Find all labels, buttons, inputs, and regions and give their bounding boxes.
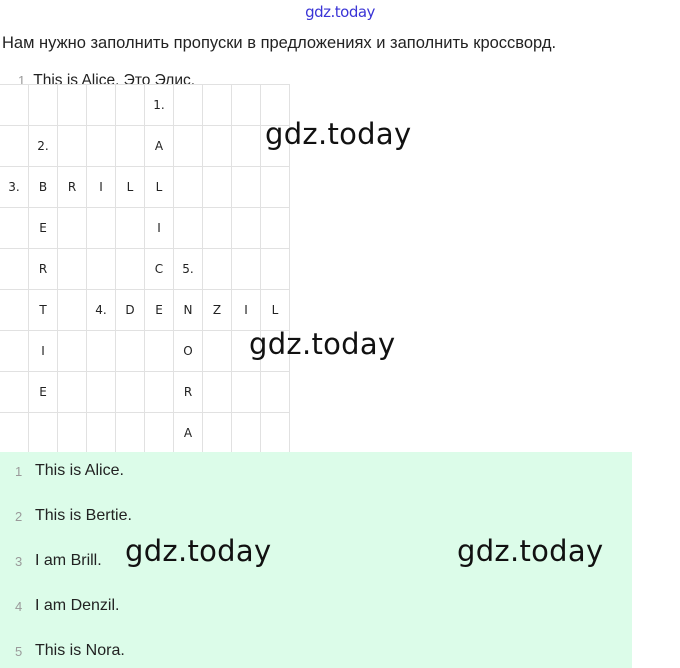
crossword-cell xyxy=(232,208,261,249)
crossword-cell xyxy=(261,167,290,208)
crossword-cell xyxy=(116,126,145,167)
crossword-cell xyxy=(58,372,87,413)
crossword-cell xyxy=(174,85,203,126)
crossword-cell xyxy=(0,85,29,126)
crossword-cell xyxy=(232,413,261,454)
crossword-cell: B xyxy=(29,167,58,208)
answer-number: 1 xyxy=(15,463,23,479)
crossword-cell xyxy=(232,85,261,126)
crossword-cell xyxy=(116,331,145,372)
crossword-cell: L xyxy=(116,167,145,208)
crossword-cell xyxy=(0,208,29,249)
crossword-cell xyxy=(232,126,261,167)
crossword-cell: 3. xyxy=(0,167,29,208)
crossword-cell: I xyxy=(232,290,261,331)
answer-text: I am Brill. xyxy=(35,552,102,569)
crossword-cell: E xyxy=(29,208,58,249)
crossword-cell xyxy=(116,249,145,290)
crossword-cell xyxy=(203,413,232,454)
answer-number: 5 xyxy=(15,643,23,659)
crossword-cell: R xyxy=(29,249,58,290)
crossword-cell: 1. xyxy=(145,85,174,126)
crossword-cell xyxy=(203,331,232,372)
crossword-row xyxy=(0,85,290,126)
crossword-cell xyxy=(116,372,145,413)
line-text: This is Alice. Это Элис. xyxy=(33,72,196,84)
crossword-cell xyxy=(145,331,174,372)
cut-off-answer-line xyxy=(18,70,195,84)
site-logo[interactable]: gdz.today xyxy=(305,3,375,21)
crossword-cell xyxy=(232,372,261,413)
crossword-cell xyxy=(261,208,290,249)
crossword-cell xyxy=(58,208,87,249)
crossword-row xyxy=(0,167,290,208)
crossword-cell: R xyxy=(174,372,203,413)
crossword-cell xyxy=(58,331,87,372)
crossword-cell xyxy=(145,372,174,413)
answer-item xyxy=(0,501,132,531)
crossword-cell xyxy=(87,413,116,454)
crossword-cell xyxy=(87,126,116,167)
crossword-cell xyxy=(0,413,29,454)
answer-item xyxy=(0,456,124,486)
crossword-cell: 2. xyxy=(29,126,58,167)
crossword-cell xyxy=(87,249,116,290)
crossword-cell xyxy=(203,249,232,290)
crossword-cell xyxy=(116,208,145,249)
crossword-grid xyxy=(0,84,290,454)
crossword-cell xyxy=(261,249,290,290)
answer-text: This is Nora. xyxy=(35,642,125,659)
crossword-cell: Z xyxy=(203,290,232,331)
crossword-cell xyxy=(29,413,58,454)
answer-text: This is Alice. xyxy=(35,462,124,479)
crossword-cell: D xyxy=(116,290,145,331)
crossword-cell: E xyxy=(145,290,174,331)
crossword-cell: I xyxy=(29,331,58,372)
crossword-cell xyxy=(261,413,290,454)
answer-text: This is Bertie. xyxy=(35,507,132,524)
crossword-row xyxy=(0,126,290,167)
crossword-cell xyxy=(174,167,203,208)
answer-text: I am Denzil. xyxy=(35,597,120,614)
answer-item xyxy=(0,636,125,666)
answer-number: 2 xyxy=(15,508,23,524)
crossword-cell: 5. xyxy=(174,249,203,290)
crossword-cell xyxy=(58,249,87,290)
crossword-cell: O xyxy=(174,331,203,372)
crossword-cell xyxy=(58,126,87,167)
crossword-row xyxy=(0,413,290,454)
crossword-cell: A xyxy=(145,126,174,167)
crossword-cell xyxy=(145,413,174,454)
watermark: gdz.today xyxy=(457,534,604,568)
crossword-cell xyxy=(203,167,232,208)
crossword-cell xyxy=(232,167,261,208)
crossword-cell: N xyxy=(174,290,203,331)
crossword-cell xyxy=(261,372,290,413)
crossword-cell xyxy=(58,290,87,331)
crossword-cell: C xyxy=(145,249,174,290)
watermark: gdz.today xyxy=(125,534,272,568)
crossword-cell xyxy=(0,331,29,372)
crossword-cell: E xyxy=(29,372,58,413)
crossword-row xyxy=(0,290,290,331)
crossword-cell: A xyxy=(174,413,203,454)
crossword-cell xyxy=(174,208,203,249)
answer-number: 3 xyxy=(15,553,23,569)
watermark: gdz.today xyxy=(265,117,412,151)
task-description: Нам нужно заполнить пропуски в предложениях и заполнить кроссворд. xyxy=(2,34,557,52)
crossword-cell xyxy=(0,290,29,331)
crossword-cell: 4. xyxy=(87,290,116,331)
answer-item xyxy=(0,591,119,621)
crossword-cell xyxy=(174,126,203,167)
crossword-cell xyxy=(87,372,116,413)
crossword-cell xyxy=(203,126,232,167)
crossword-cell: R xyxy=(58,167,87,208)
watermark: gdz.today xyxy=(249,327,396,361)
crossword-cell xyxy=(0,249,29,290)
crossword-cell xyxy=(29,85,58,126)
crossword-cell xyxy=(87,85,116,126)
answer-item xyxy=(0,546,102,576)
crossword-cell xyxy=(87,208,116,249)
crossword-cell: T xyxy=(29,290,58,331)
answer-number: 4 xyxy=(15,598,23,614)
crossword-cell xyxy=(0,372,29,413)
crossword-cell xyxy=(203,372,232,413)
crossword-cell xyxy=(58,413,87,454)
crossword-cell: I xyxy=(145,208,174,249)
crossword-cell xyxy=(116,413,145,454)
crossword-cell: L xyxy=(145,167,174,208)
crossword-row xyxy=(0,249,290,290)
crossword-cell xyxy=(116,85,145,126)
crossword-cell xyxy=(203,208,232,249)
crossword-cell xyxy=(0,126,29,167)
line-number: 1 xyxy=(18,73,26,84)
crossword-row xyxy=(0,331,290,372)
crossword-cell xyxy=(232,249,261,290)
crossword-row xyxy=(0,372,290,413)
crossword-cell xyxy=(87,331,116,372)
crossword-cell: I xyxy=(87,167,116,208)
crossword-cell xyxy=(203,85,232,126)
crossword-row xyxy=(0,208,290,249)
crossword-cell: L xyxy=(261,290,290,331)
crossword-cell xyxy=(58,85,87,126)
